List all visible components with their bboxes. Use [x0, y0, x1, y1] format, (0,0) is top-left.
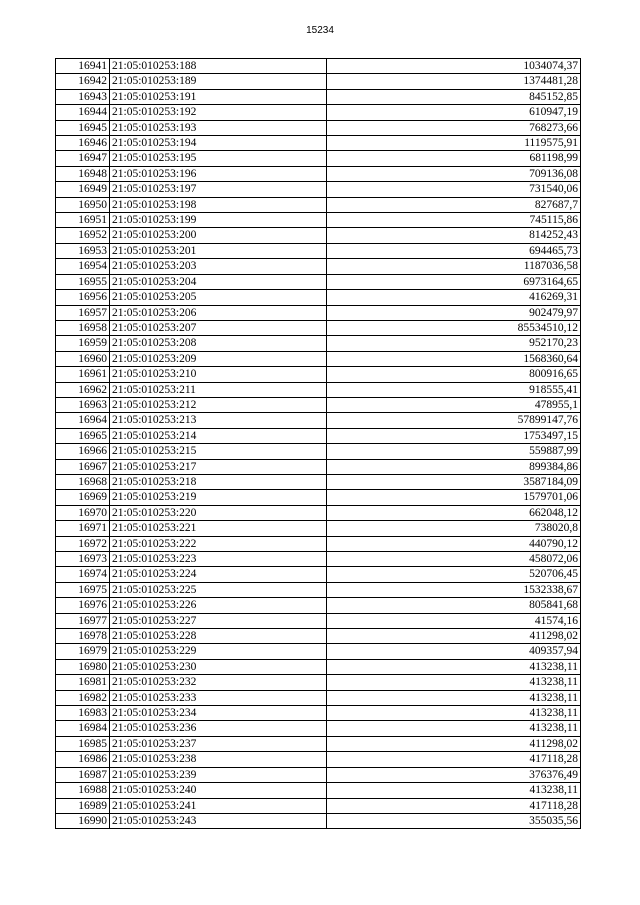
page-number: 15234 — [306, 25, 334, 36]
cadastral-number-cell: 21:05:010253:230 — [110, 659, 327, 674]
cadastral-number-cell: 21:05:010253:203 — [110, 259, 327, 274]
table-row — [56, 136, 581, 151]
value-cell: 1753497,15 — [327, 428, 581, 443]
row-number-cell: 16953 — [56, 243, 110, 258]
table-row — [56, 320, 581, 335]
cadastral-number-cell: 21:05:010253:209 — [110, 351, 327, 366]
table-row — [56, 105, 581, 120]
row-number-cell: 16981 — [56, 675, 110, 690]
cadastral-number-cell: 21:05:010253:219 — [110, 490, 327, 505]
table-row — [56, 397, 581, 412]
value-cell: 41574,16 — [327, 613, 581, 628]
row-number-cell: 16975 — [56, 582, 110, 597]
cadastral-number-cell: 21:05:010253:210 — [110, 367, 327, 382]
value-cell: 559887,99 — [327, 444, 581, 459]
table-row — [56, 644, 581, 659]
cadastral-number-cell: 21:05:010253:204 — [110, 274, 327, 289]
cadastral-number-cell: 21:05:010253:193 — [110, 120, 327, 135]
value-cell: 355035,56 — [327, 813, 581, 828]
cadastral-number-cell: 21:05:010253:225 — [110, 582, 327, 597]
row-number-cell: 16964 — [56, 413, 110, 428]
table-row — [56, 351, 581, 366]
value-cell: 800916,65 — [327, 367, 581, 382]
value-cell: 413238,11 — [327, 721, 581, 736]
cadastral-number-cell: 21:05:010253:194 — [110, 136, 327, 151]
value-cell: 899384,86 — [327, 459, 581, 474]
value-cell: 845152,85 — [327, 89, 581, 104]
value-cell: 3587184,09 — [327, 474, 581, 489]
table-row — [56, 89, 581, 104]
row-number-cell: 16947 — [56, 151, 110, 166]
row-number-cell: 16960 — [56, 351, 110, 366]
value-cell: 814252,43 — [327, 228, 581, 243]
row-number-cell: 16980 — [56, 659, 110, 674]
value-cell: 731540,06 — [327, 182, 581, 197]
value-cell: 681198,99 — [327, 151, 581, 166]
cadastral-number-cell: 21:05:010253:217 — [110, 459, 327, 474]
row-number-cell: 16956 — [56, 290, 110, 305]
row-number-cell: 16986 — [56, 752, 110, 767]
value-cell: 738020,8 — [327, 521, 581, 536]
table-row — [56, 182, 581, 197]
table-row — [56, 274, 581, 289]
cadastral-number-cell: 21:05:010253:243 — [110, 813, 327, 828]
row-number-cell: 16979 — [56, 644, 110, 659]
cadastral-number-cell: 21:05:010253:189 — [110, 74, 327, 89]
value-cell: 694465,73 — [327, 243, 581, 258]
row-number-cell: 16959 — [56, 336, 110, 351]
table-row — [56, 813, 581, 828]
table-row — [56, 336, 581, 351]
value-cell: 413238,11 — [327, 706, 581, 721]
table-row — [56, 428, 581, 443]
row-number-cell: 16955 — [56, 274, 110, 289]
table-row — [56, 505, 581, 520]
cadastral-number-cell: 21:05:010253:220 — [110, 505, 327, 520]
registry-table-body — [56, 59, 581, 829]
cadastral-number-cell: 21:05:010253:188 — [110, 59, 327, 74]
cadastral-number-cell: 21:05:010253:233 — [110, 690, 327, 705]
value-cell: 478955,1 — [327, 397, 581, 412]
value-cell: 413238,11 — [327, 783, 581, 798]
row-number-cell: 16969 — [56, 490, 110, 505]
cadastral-number-cell: 21:05:010253:197 — [110, 182, 327, 197]
table-row — [56, 213, 581, 228]
row-number-cell: 16970 — [56, 505, 110, 520]
row-number-cell: 16963 — [56, 397, 110, 412]
value-cell: 413238,11 — [327, 659, 581, 674]
cadastral-number-cell: 21:05:010253:226 — [110, 598, 327, 613]
row-number-cell: 16957 — [56, 305, 110, 320]
value-cell: 416269,31 — [327, 290, 581, 305]
table-row — [56, 752, 581, 767]
value-cell: 952170,23 — [327, 336, 581, 351]
cadastral-number-cell: 21:05:010253:241 — [110, 798, 327, 813]
value-cell: 1119575,91 — [327, 136, 581, 151]
cadastral-number-cell: 21:05:010253:222 — [110, 536, 327, 551]
row-number-cell: 16958 — [56, 320, 110, 335]
value-cell: 827687,7 — [327, 197, 581, 212]
value-cell: 709136,08 — [327, 166, 581, 181]
table-row — [56, 613, 581, 628]
cadastral-number-cell: 21:05:010253:211 — [110, 382, 327, 397]
table-row — [56, 567, 581, 582]
cadastral-number-cell: 21:05:010253:232 — [110, 675, 327, 690]
cadastral-number-cell: 21:05:010253:213 — [110, 413, 327, 428]
value-cell: 1187036,58 — [327, 259, 581, 274]
table-row — [56, 74, 581, 89]
table-row — [56, 290, 581, 305]
row-number-cell: 16990 — [56, 813, 110, 828]
row-number-cell: 16978 — [56, 629, 110, 644]
cadastral-number-cell: 21:05:010253:196 — [110, 166, 327, 181]
table-row — [56, 444, 581, 459]
row-number-cell: 16949 — [56, 182, 110, 197]
value-cell: 745115,86 — [327, 213, 581, 228]
table-row — [56, 382, 581, 397]
value-cell: 417118,28 — [327, 798, 581, 813]
table-row — [56, 305, 581, 320]
table-row — [56, 629, 581, 644]
value-cell: 1374481,28 — [327, 74, 581, 89]
value-cell: 85534510,12 — [327, 320, 581, 335]
cadastral-number-cell: 21:05:010253:201 — [110, 243, 327, 258]
row-number-cell: 16983 — [56, 706, 110, 721]
row-number-cell: 16944 — [56, 105, 110, 120]
cadastral-number-cell: 21:05:010253:205 — [110, 290, 327, 305]
row-number-cell: 16988 — [56, 783, 110, 798]
value-cell: 413238,11 — [327, 690, 581, 705]
row-number-cell: 16987 — [56, 767, 110, 782]
row-number-cell: 16974 — [56, 567, 110, 582]
table-row — [56, 675, 581, 690]
table-row — [56, 721, 581, 736]
table-row — [56, 767, 581, 782]
value-cell: 413238,11 — [327, 675, 581, 690]
cadastral-number-cell: 21:05:010253:198 — [110, 197, 327, 212]
value-cell: 6973164,65 — [327, 274, 581, 289]
table-row — [56, 151, 581, 166]
value-cell: 662048,12 — [327, 505, 581, 520]
row-number-cell: 16973 — [56, 552, 110, 567]
table-row — [56, 783, 581, 798]
table-row — [56, 120, 581, 135]
table-row — [56, 413, 581, 428]
row-number-cell: 16952 — [56, 228, 110, 243]
value-cell: 902479,97 — [327, 305, 581, 320]
table-row — [56, 706, 581, 721]
row-number-cell: 16961 — [56, 367, 110, 382]
table-row — [56, 474, 581, 489]
cadastral-number-cell: 21:05:010253:199 — [110, 213, 327, 228]
cadastral-number-cell: 21:05:010253:229 — [110, 644, 327, 659]
cadastral-number-cell: 21:05:010253:206 — [110, 305, 327, 320]
table-row — [56, 166, 581, 181]
cadastral-number-cell: 21:05:010253:208 — [110, 336, 327, 351]
cadastral-number-cell: 21:05:010253:223 — [110, 552, 327, 567]
table-row — [56, 197, 581, 212]
cadastral-number-cell: 21:05:010253:228 — [110, 629, 327, 644]
value-cell: 376376,49 — [327, 767, 581, 782]
row-number-cell: 16976 — [56, 598, 110, 613]
table-row — [56, 459, 581, 474]
cadastral-number-cell: 21:05:010253:200 — [110, 228, 327, 243]
table-row — [56, 243, 581, 258]
value-cell: 520706,45 — [327, 567, 581, 582]
table-row — [56, 521, 581, 536]
row-number-cell: 16968 — [56, 474, 110, 489]
row-number-cell: 16942 — [56, 74, 110, 89]
table-row — [56, 659, 581, 674]
table-row — [56, 59, 581, 74]
row-number-cell: 16941 — [56, 59, 110, 74]
table-row — [56, 259, 581, 274]
row-number-cell: 16972 — [56, 536, 110, 551]
table-row — [56, 690, 581, 705]
row-number-cell: 16945 — [56, 120, 110, 135]
value-cell: 805841,68 — [327, 598, 581, 613]
value-cell: 918555,41 — [327, 382, 581, 397]
row-number-cell: 16948 — [56, 166, 110, 181]
value-cell: 417118,28 — [327, 752, 581, 767]
table-row — [56, 736, 581, 751]
cadastral-number-cell: 21:05:010253:191 — [110, 89, 327, 104]
cadastral-number-cell: 21:05:010253:239 — [110, 767, 327, 782]
value-cell: 768273,66 — [327, 120, 581, 135]
row-number-cell: 16977 — [56, 613, 110, 628]
registry-table — [55, 58, 581, 829]
value-cell: 411298,02 — [327, 629, 581, 644]
table-row — [56, 798, 581, 813]
value-cell: 57899147,76 — [327, 413, 581, 428]
value-cell: 1568360,64 — [327, 351, 581, 366]
value-cell: 409357,94 — [327, 644, 581, 659]
row-number-cell: 16984 — [56, 721, 110, 736]
table-row — [56, 490, 581, 505]
cadastral-number-cell: 21:05:010253:238 — [110, 752, 327, 767]
cadastral-number-cell: 21:05:010253:224 — [110, 567, 327, 582]
cadastral-number-cell: 21:05:010253:214 — [110, 428, 327, 443]
row-number-cell: 16989 — [56, 798, 110, 813]
cadastral-number-cell: 21:05:010253:240 — [110, 783, 327, 798]
row-number-cell: 16954 — [56, 259, 110, 274]
table-row — [56, 228, 581, 243]
cadastral-number-cell: 21:05:010253:212 — [110, 397, 327, 412]
cadastral-number-cell: 21:05:010253:221 — [110, 521, 327, 536]
row-number-cell: 16951 — [56, 213, 110, 228]
cadastral-number-cell: 21:05:010253:195 — [110, 151, 327, 166]
row-number-cell: 16985 — [56, 736, 110, 751]
value-cell: 1034074,37 — [327, 59, 581, 74]
cadastral-number-cell: 21:05:010253:215 — [110, 444, 327, 459]
row-number-cell: 16971 — [56, 521, 110, 536]
table-row — [56, 582, 581, 597]
row-number-cell: 16965 — [56, 428, 110, 443]
cadastral-number-cell: 21:05:010253:207 — [110, 320, 327, 335]
cadastral-number-cell: 21:05:010253:218 — [110, 474, 327, 489]
value-cell: 411298,02 — [327, 736, 581, 751]
value-cell: 1532338,67 — [327, 582, 581, 597]
value-cell: 610947,19 — [327, 105, 581, 120]
table-row — [56, 552, 581, 567]
row-number-cell: 16966 — [56, 444, 110, 459]
cadastral-number-cell: 21:05:010253:234 — [110, 706, 327, 721]
cadastral-number-cell: 21:05:010253:192 — [110, 105, 327, 120]
row-number-cell: 16950 — [56, 197, 110, 212]
value-cell: 1579701,06 — [327, 490, 581, 505]
row-number-cell: 16962 — [56, 382, 110, 397]
cadastral-number-cell: 21:05:010253:227 — [110, 613, 327, 628]
value-cell: 440790,12 — [327, 536, 581, 551]
row-number-cell: 16946 — [56, 136, 110, 151]
row-number-cell: 16943 — [56, 89, 110, 104]
table-row — [56, 598, 581, 613]
table-row — [56, 367, 581, 382]
value-cell: 458072,06 — [327, 552, 581, 567]
table-row — [56, 536, 581, 551]
cadastral-number-cell: 21:05:010253:237 — [110, 736, 327, 751]
row-number-cell: 16982 — [56, 690, 110, 705]
cadastral-number-cell: 21:05:010253:236 — [110, 721, 327, 736]
row-number-cell: 16967 — [56, 459, 110, 474]
